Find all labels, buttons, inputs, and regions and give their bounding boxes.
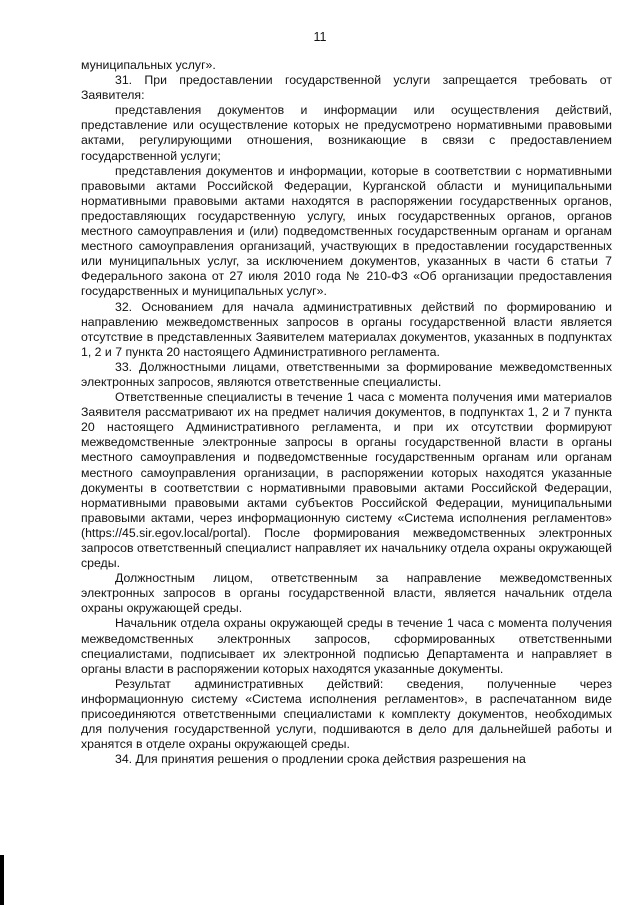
paragraph-33-head: Начальник отдела охраны окружающей среды в течение 1 часа с момента получения межведомственных электронных запросов, сформированных ответственными специалистами, подписывает их электронной подписью Департамента и направляет в органы власти в распоряжении которых находятся указанные документы. [81, 616, 612, 676]
paragraph-32: 32. Основанием для начала административных действий по формированию и направлению межведомственных запросов в органы государственной власти является отсутствие в представленных Заявителем материалах документов, указанных в подпунктах 1, 2 и 7 пункта 20 настоящего Административного регламента. [81, 299, 612, 359]
paragraph-continuation: муниципальных услуг». [81, 58, 216, 72]
paragraph-33-official: Должностным лицом, ответственным за направление межведомственных электронных запросов в органы государственной власти, является начальник отдела охраны окружающей среды. [81, 571, 612, 616]
paragraph-33: 33. Должностными лицами, ответственными за формирование межведомственных электронных запросов, являются ответственные специалисты. [81, 359, 612, 389]
paragraph-31: 31. При предоставлении государственной услуги запрещается требовать от Заявителя: [81, 73, 612, 103]
paragraph-34: 34. Для принятия решения о продлении срока действия разрешения на [115, 752, 526, 767]
paragraph-31-item-2: представления документов и информации, которые в соответствии с нормативными правовыми актами Российской Федерации, Курганской области и муниципальными нормативными правовыми актами находятся в распоряжении государственных органов, предоставляющих государственную услугу, иных государственных органов, органов местного самоуправления и (или) подведомственных государственным органам и органам местного самоуправления организаций, участвующих в предоставлении государственных или муниципальных услуг, за исключением документов, указанных в части 6 статьи 7 Федерального закона от 27 июля 2010 года № 210-ФЗ «Об организации предоставления государственных и муниципальных услуг». [81, 163, 612, 299]
paragraph-33-result: Результат административных действий: сведения, полученные через информационную систему «Система исполнения регламентов», в распечатанном виде присоединяются ответственными специалистами к комплекту документов, необходимых для получения государственной услуги, подшиваются в дело для дальнейшей работы и хранятся в отделе охраны окружающей среды. [81, 676, 612, 752]
page-number: 11 [313, 30, 327, 44]
paragraph-31-item-1: представления документов и информации или осуществления действий, представление или осуществление которых не предусмотрено нормативными правовыми актами, регулирующими отношения, возникающие в связи с предоставлением государственной услуги; [81, 103, 612, 163]
paragraph-33-specialists: Ответственные специалисты в течение 1 часа с момента получения ими материалов Заявителя рассматривают их на предмет наличия документов, в подпунктах 1, 2 и 7 пункта 20 настоящего Административного регламента, и при их отсутствии формируют межведомственные электронные запросы в органы государственной власти в органы местного самоуправления и подведомственные государственным органам или органам местного самоуправления организации, в распоряжении которых находятся указанные документы в соответствии с нормативными правовыми актами Российской Федерации, нормативными правовыми актами субъектов Российской Федерации, муниципальными правовыми актами, через информационную систему «Система исполнения регламентов» (https://45.sir.egov.local/portal). После формирования межведомственных электронных запросов ответственный специалист направляет их начальнику отдела охраны окружающей среды. [81, 390, 612, 571]
scan-edge-bar [0, 855, 4, 905]
document-body [81, 58, 612, 767]
